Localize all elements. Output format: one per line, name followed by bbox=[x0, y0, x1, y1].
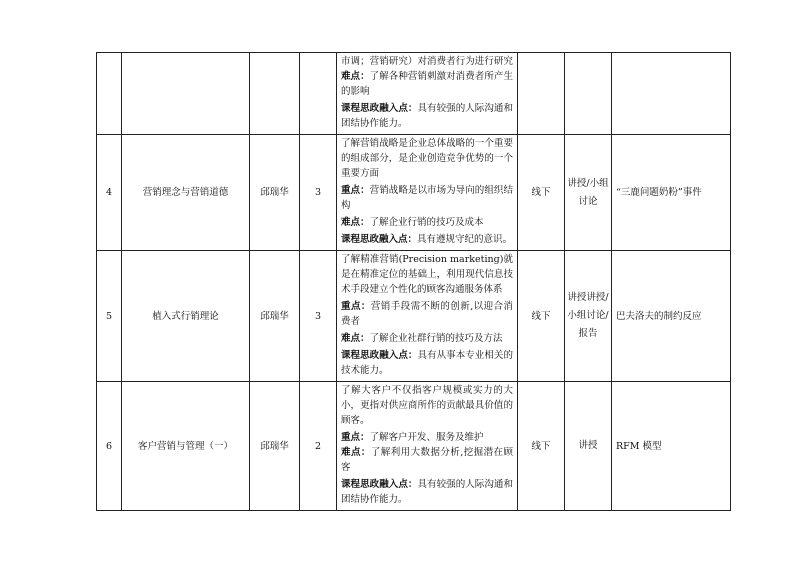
content-cell bbox=[337, 251, 518, 382]
mode-cell: 线下 bbox=[518, 135, 565, 251]
difficulty-label: 难点： bbox=[341, 71, 370, 82]
table-row bbox=[97, 382, 731, 511]
ideology-text: 具有遵规守纪的意识。 bbox=[417, 234, 513, 245]
mode-cell: 线下 bbox=[518, 382, 565, 511]
example-cell: 巴夫洛夫的制约反应 bbox=[612, 251, 731, 382]
ideology-label: 课程思政融入点： bbox=[341, 350, 418, 361]
difficulty-label: 难点： bbox=[341, 333, 370, 344]
focus-text: 了解客户开发、服务及维护 bbox=[369, 432, 484, 443]
focus-text: 营销战略是以市场为导向的组织结构 bbox=[341, 185, 513, 211]
method-cell: 讲授 bbox=[565, 382, 612, 511]
topic-cell bbox=[122, 53, 250, 135]
content-description: 市调；营销研究）对消费者行为进行研究 bbox=[341, 56, 513, 67]
row-number bbox=[97, 53, 122, 135]
difficulty-text: 了解各种营销刺激对消费者所产生的影响 bbox=[341, 71, 513, 97]
content-cell bbox=[337, 53, 518, 135]
focus-label: 重点： bbox=[341, 185, 370, 196]
ideology-text: 具有较强的人际沟通和团结协作能力。 bbox=[341, 103, 513, 129]
focus-label: 重点： bbox=[341, 432, 370, 443]
hours-cell: 3 bbox=[300, 135, 337, 251]
table-row bbox=[97, 53, 731, 135]
mode-cell: 线下 bbox=[518, 251, 565, 382]
content-description: 了解大客户不仅指客户规模或实力的大小，更指对供应商所作的贡献最具价值的顾客。 bbox=[341, 385, 513, 426]
difficulty-text: 了解利用大数据分析,挖掘潜在顾客 bbox=[341, 447, 513, 473]
teacher-cell bbox=[250, 53, 300, 135]
focus-text: 营销手段需不断的创新,以迎合消费者 bbox=[341, 301, 513, 327]
row-number: 5 bbox=[97, 251, 122, 382]
focus-label: 重点： bbox=[341, 301, 371, 312]
ideology-label: 课程思政融入点： bbox=[341, 479, 418, 490]
difficulty-label: 难点： bbox=[341, 217, 370, 228]
table-row bbox=[97, 251, 731, 382]
content-cell bbox=[337, 135, 518, 251]
example-cell: “三鹿问题奶粉”事件 bbox=[612, 135, 731, 251]
content-description: 了解营销战略是企业总体战略的一个重要的组成部分，是企业创造竞争优势的一个重要方面 bbox=[341, 138, 513, 179]
difficulty-text: 了解企业社群行销的技巧及方法 bbox=[369, 333, 503, 344]
example-cell: RFM 模型 bbox=[612, 382, 731, 511]
ideology-text: 具有较强的人际沟通和团结协作能力。 bbox=[341, 479, 513, 505]
mode-cell bbox=[518, 53, 565, 135]
difficulty-label: 难点： bbox=[341, 447, 371, 458]
topic-cell: 客户营销与管理（一） bbox=[122, 382, 250, 511]
hours-cell bbox=[300, 53, 337, 135]
difficulty-text: 了解企业行销的技巧及成本 bbox=[369, 217, 484, 228]
teacher-cell: 邱瑞华 bbox=[250, 382, 300, 511]
topic-cell: 营销理念与营销道德 bbox=[122, 135, 250, 251]
row-number: 6 bbox=[97, 382, 122, 511]
teacher-cell: 邱瑞华 bbox=[250, 135, 300, 251]
content-description: 了解精准营销(Precision marketing)就是在精准定位的基础上，利用现代信息技术手段建立个性化的顾客沟通服务体系 bbox=[341, 254, 513, 295]
method-cell: 讲授讲授/小组讨论/报告 bbox=[565, 251, 612, 382]
teacher-cell: 邱瑞华 bbox=[250, 251, 300, 382]
hours-cell: 2 bbox=[300, 382, 337, 511]
ideology-label: 课程思政融入点： bbox=[341, 103, 418, 114]
row-number: 4 bbox=[97, 135, 122, 251]
ideology-text: 具有从事本专业相关的技术能力。 bbox=[341, 350, 513, 376]
ideology-label: 课程思政融入点： bbox=[341, 234, 418, 245]
topic-cell: 植入式行销理论 bbox=[122, 251, 250, 382]
method-cell: 讲授/小组讨论 bbox=[565, 135, 612, 251]
content-cell bbox=[337, 382, 518, 511]
table-row bbox=[97, 135, 731, 251]
course-schedule-table bbox=[96, 52, 731, 511]
method-cell bbox=[565, 53, 612, 135]
example-cell bbox=[612, 53, 731, 135]
hours-cell: 3 bbox=[300, 251, 337, 382]
